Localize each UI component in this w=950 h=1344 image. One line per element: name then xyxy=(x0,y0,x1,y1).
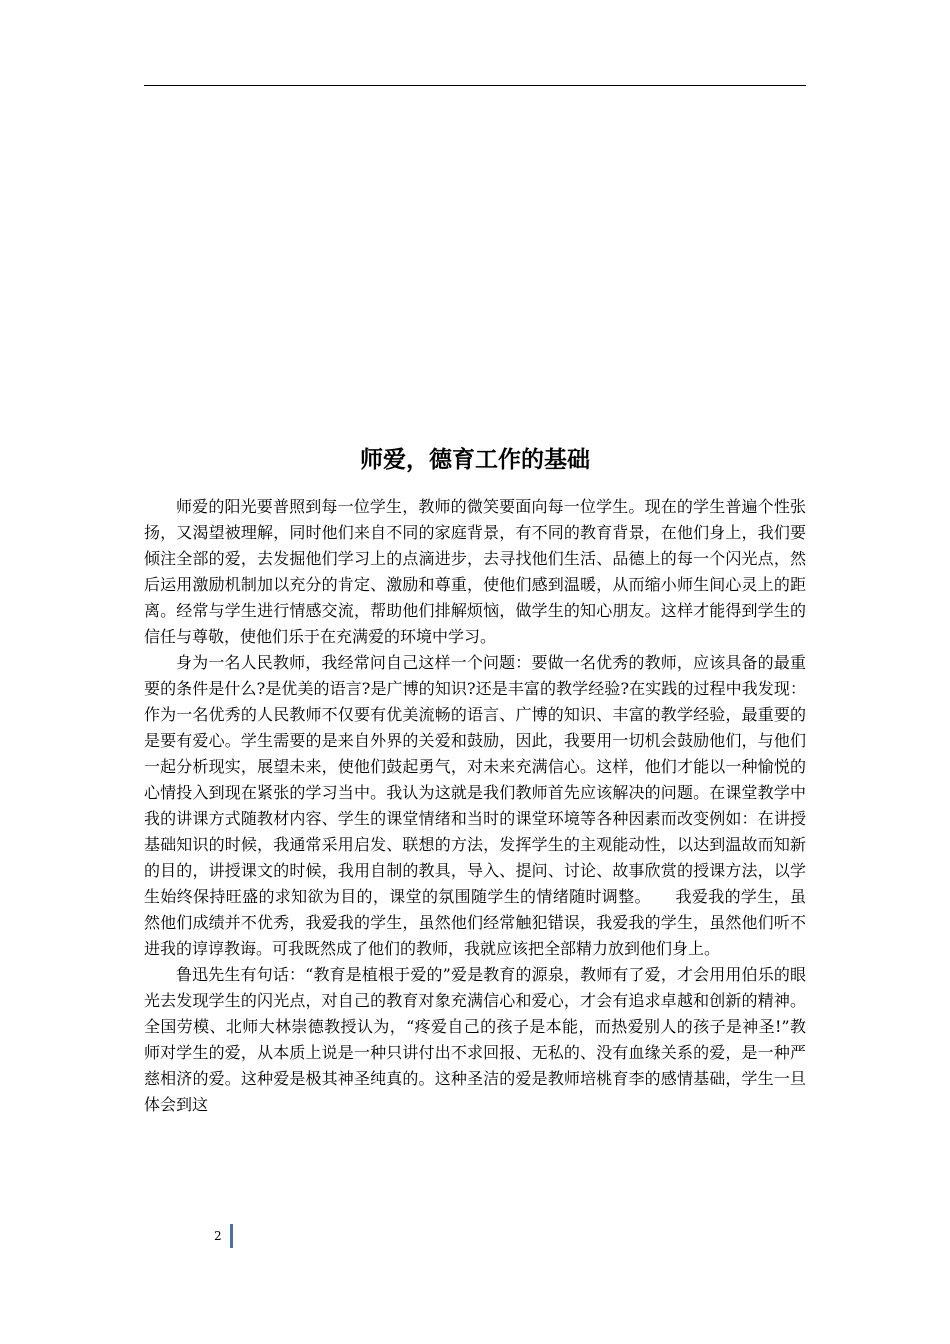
header-rule xyxy=(144,85,806,86)
paragraph-3: 鲁迅先生有句话：“教育是植根于爱的”爱是教育的源泉，教师有了爱，才会用用伯乐的眼光去发现学生的闪光点，对自己的教育对象充满信心和爱心，才会有追求卓越和创新的精神。全国劳模、北师大林崇德教授认为，“疼爱自己的孩子是本能，而热爱别人的孩子是神圣!”教师对学生的爱，从本质上说是一种只讲付出不求回报、无私的、没有血缘关系的爱，是一种严慈相济的爱。这种爱是极其神圣纯真的。这种圣洁的爱是教师培桃育李的感情基础，学生一旦体会到这 xyxy=(144,965,806,1114)
document-title: 师爱，德育工作的基础 xyxy=(360,446,590,473)
document-body xyxy=(144,494,806,1118)
page-number: 2 xyxy=(214,1229,222,1243)
page-footer xyxy=(214,1224,233,1248)
footer-bar xyxy=(230,1224,233,1248)
paragraph-1: 师爱的阳光要普照到每一位学生，教师的微笑要面向每一位学生。现在的学生普遍个性张扬，又渴望被理解，同时他们来自不同的家庭背景，有不同的教育背景，在他们身上，我们要倾注全部的爱，去发掘他们学习上的点滴进步，去寻找他们生活、品德上的每一个闪光点，然后运用激励机制加以充分的肯定、激励和尊重，使他们感到温暖，从而缩小师生间心灵上的距离。经常与学生进行情感交流，帮助他们排解烦恼，做学生的知心朋友。这样才能得到学生的信任与尊敬，使他们乐于在充满爱的环境中学习。 xyxy=(144,497,806,646)
paragraph-2: 身为一名人民教师，我经常问自己这样一个问题：要做一名优秀的教师，应该具备的最重要的条件是什么?是优美的语言?是广博的知识?还是丰富的教学经验?在实践的过程中我发现：作为一名优秀的人民教师不仅要有优美流畅的语言、广博的知识、丰富的教学经验，最重要的是要有爱心。学生需要的是来自外界的关爱和鼓励，因此，我要用一切机会鼓励他们，与他们一起分析现实，展望未来，使他们鼓起勇气，对未来充满信心。这样，他们才能以一种愉悦的心情投入到现在紧张的学习当中。我认为这就是我们教师首先应该解决的问题。在课堂教学中我的讲课方式随教材内容、学生的课堂情绪和当时的课堂环境等各种因素而改变例如：在讲授基础知识的时候，我通常采用启发、联想的方法，发挥学生的主观能动性，以达到温故而知新的目的，讲授课文的时候，我用自制的教具，导入、提问、讨论、故事欣赏的授课方法，以学生始终保持旺盛的求知欲为目的，课堂的氛围随学生的情绪随时调整。 我爱我的学生，虽然他们成绩并不优秀，我爱我的学生，虽然他们经常触犯错误，我爱我的学生，虽然他们听不进我的谆谆教诲。可我既然成了他们的教师，我就应该把全部精力放到他们身上。 xyxy=(144,653,806,958)
